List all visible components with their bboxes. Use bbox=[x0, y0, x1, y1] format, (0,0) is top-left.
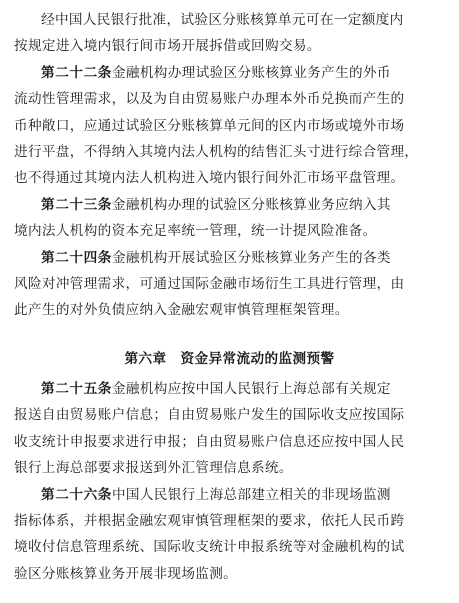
article-number: 第二十五条 bbox=[41, 380, 112, 397]
text-line: 银行上海总部要求报送到外汇管理信息系统。 bbox=[14, 460, 293, 477]
text-line bbox=[14, 245, 445, 271]
article-number: 第二十六条 bbox=[41, 486, 112, 503]
text-line: 进行平盘，不得纳入其境内法人机构的结售汇头寸进行综合管理， bbox=[14, 144, 419, 161]
article-22 bbox=[14, 60, 445, 192]
text-line: 验区分账核算业务开展非现场监测。 bbox=[14, 565, 238, 582]
chapter-heading bbox=[14, 346, 445, 372]
text-line: 经中国人民银行批准，试验区分账核算单元可在一定额度内 bbox=[41, 12, 404, 28]
article-23 bbox=[14, 192, 445, 245]
chapter-number: 第六章 bbox=[124, 350, 167, 367]
article-24 bbox=[14, 245, 445, 324]
text-line: 币种敞口，应通过试验区分账核算单元间的区内市场或境外市场 bbox=[14, 117, 405, 134]
text-line: 此产生的对外负债应纳入金融宏观审慎管理框架管理。 bbox=[14, 302, 349, 319]
text-line bbox=[14, 60, 445, 86]
article-number: 第二十三条 bbox=[41, 196, 112, 213]
article-number: 第二十二条 bbox=[41, 64, 112, 81]
article-text: 金融机构应按中国人民银行上海总部有关规定 bbox=[111, 380, 391, 397]
text-line bbox=[14, 376, 445, 402]
text-line bbox=[14, 482, 445, 508]
article-25 bbox=[14, 376, 445, 482]
article-26 bbox=[14, 482, 445, 588]
paragraph-continuation bbox=[14, 7, 445, 60]
article-number: 第二十四条 bbox=[41, 249, 112, 266]
text-line: 收支统计申报要求进行申报；自由贸易账户信息还应按中国人民 bbox=[14, 433, 405, 450]
article-text: 金融机构开展试验区分账核算业务产生的各类 bbox=[111, 249, 391, 266]
text-line bbox=[14, 192, 445, 218]
text-line: 指标体系，并根据金融宏观审慎管理框架的要求，依托人民币跨 bbox=[14, 512, 405, 529]
article-text: 金融机构办理试验区分账核算业务产生的外币 bbox=[111, 64, 391, 81]
text-line: 境内法人机构的资本充足率统一管理，统一计提风险准备。 bbox=[14, 223, 377, 240]
text-line: 也不得通过其境内法人机构进入境内银行间外汇市场平盘管理。 bbox=[14, 170, 405, 187]
text-line: 按规定进入境内银行间市场开展拆借或回购交易。 bbox=[14, 38, 321, 55]
text-line: 风险对冲管理需求，可通过国际金融市场衍生工具进行管理，由 bbox=[14, 276, 405, 293]
text-line: 流动性管理需求，以及为自由贸易账户办理本外币兑换而产生的 bbox=[14, 91, 405, 108]
article-text: 金融机构办理的试验区分账核算业务应纳入其 bbox=[111, 196, 391, 213]
text-line: 境收付信息管理系统、国际收支统计申报系统等对金融机构的试 bbox=[14, 539, 405, 556]
chapter-title: 资金异常流动的监测预警 bbox=[180, 350, 335, 367]
text-line: 报送自由贸易账户信息；自由贸易账户发生的国际收支应按国际 bbox=[14, 407, 405, 424]
article-text: 中国人民银行上海总部建立相关的非现场监测 bbox=[111, 486, 391, 503]
